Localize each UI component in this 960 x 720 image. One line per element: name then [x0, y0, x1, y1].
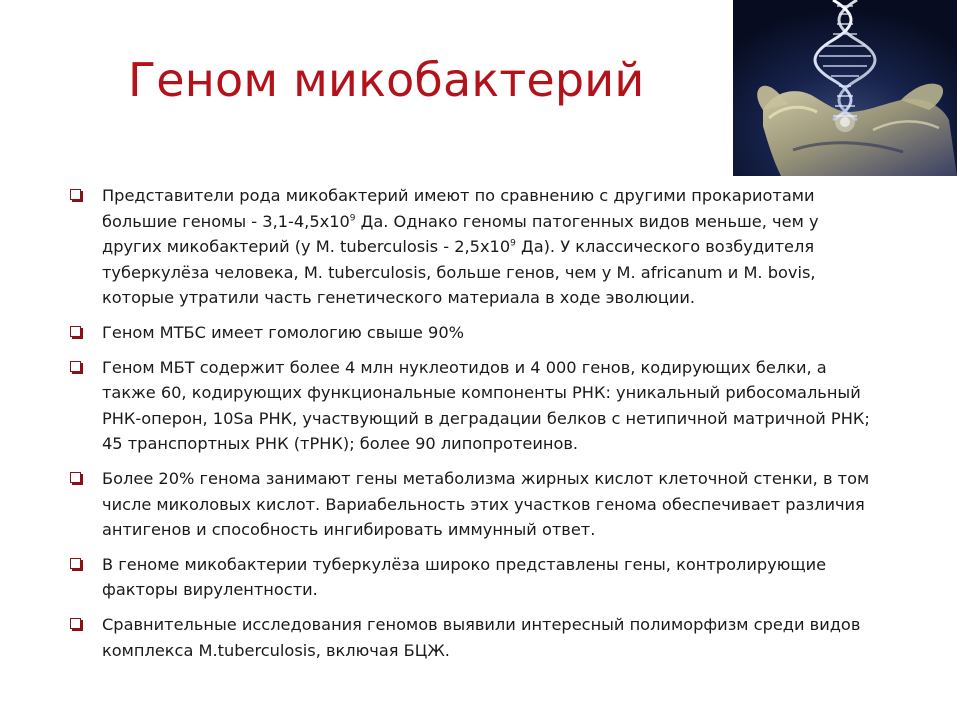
bullet-text: Да. Однако геномы патогенных видов меньше, чем у — [355, 211, 819, 231]
bullet-line — [102, 209, 920, 235]
bullet-item — [70, 355, 920, 457]
bullet-item — [70, 183, 920, 311]
dna-helix-in-hand-image — [733, 0, 957, 176]
bullet-line: Геном МТБС имеет гомологию свыше 90% — [102, 322, 464, 342]
bullet-item — [70, 466, 920, 543]
checkbox-bullet-icon — [70, 472, 81, 483]
bullet-line: Геном МБТ содержит более 4 млн нуклеотидов и 4 000 генов, кодирующих белки, а — [102, 357, 827, 377]
bullet-item — [70, 552, 920, 603]
bullet-line: туберкулёза человека, M. tuberculosis, больше генов, чем у M. africanum и M. bovis, — [102, 262, 816, 282]
slide-title: Геном микобактерий — [128, 53, 645, 107]
bullet-line: числе миколовых кислот. Вариабельность этих участков генома обеспечивает различия — [102, 494, 865, 514]
bullet-text: Да). У классического возбудителя — [515, 237, 815, 257]
exponent: 9 — [349, 213, 356, 224]
bullet-line: факторы вирулентности. — [102, 580, 318, 600]
exponent: 9 — [510, 238, 516, 249]
bullet-line: РНК-оперон, 10Sa РНК, участвующий в деградации белков с нетипичной матричной РНК; — [102, 408, 870, 428]
bullet-item — [70, 612, 920, 663]
bullet-list — [70, 183, 920, 672]
bullet-line: антигенов и способность ингибировать иммунный ответ. — [102, 520, 596, 540]
bullet-line: которые утратили часть генетического материала в ходе эволюции. — [102, 288, 696, 308]
bullet-line: Сравнительные исследования геномов выявили интересный полиморфизм среди видов — [102, 614, 861, 634]
bullet-line: Представители рода микобактерий имеют по сравнению с другими прокариотами — [102, 186, 815, 205]
bullet-text: большие геномы - 3,1-4,5х10 — [102, 211, 350, 231]
checkbox-bullet-icon — [70, 189, 81, 200]
bullet-text: других микобактерий (у M. tuberculosis - 2,5х10 — [102, 237, 511, 257]
checkbox-bullet-icon — [70, 618, 81, 629]
bullet-line: комплекса M.tuberculosis, включая БЦЖ. — [102, 640, 450, 660]
bullet-line: 45 транспортных РНК (тРНК); более 90 липопротеинов. — [102, 434, 579, 454]
bullet-line: В геноме микобактерии туберкулёза широко представлены гены, контролирующие — [102, 554, 827, 574]
checkbox-bullet-icon — [70, 361, 81, 372]
checkbox-bullet-icon — [70, 326, 81, 337]
bullet-line: Более 20% генома занимают гены метаболизма жирных кислот клеточной стенки, в том — [102, 468, 870, 488]
checkbox-bullet-icon — [70, 558, 81, 569]
bullet-item — [70, 320, 920, 346]
bullet-line — [102, 234, 920, 260]
bullet-line: также 60, кодирующих функциональные компоненты РНК: уникальный рибосомальный — [102, 383, 861, 403]
